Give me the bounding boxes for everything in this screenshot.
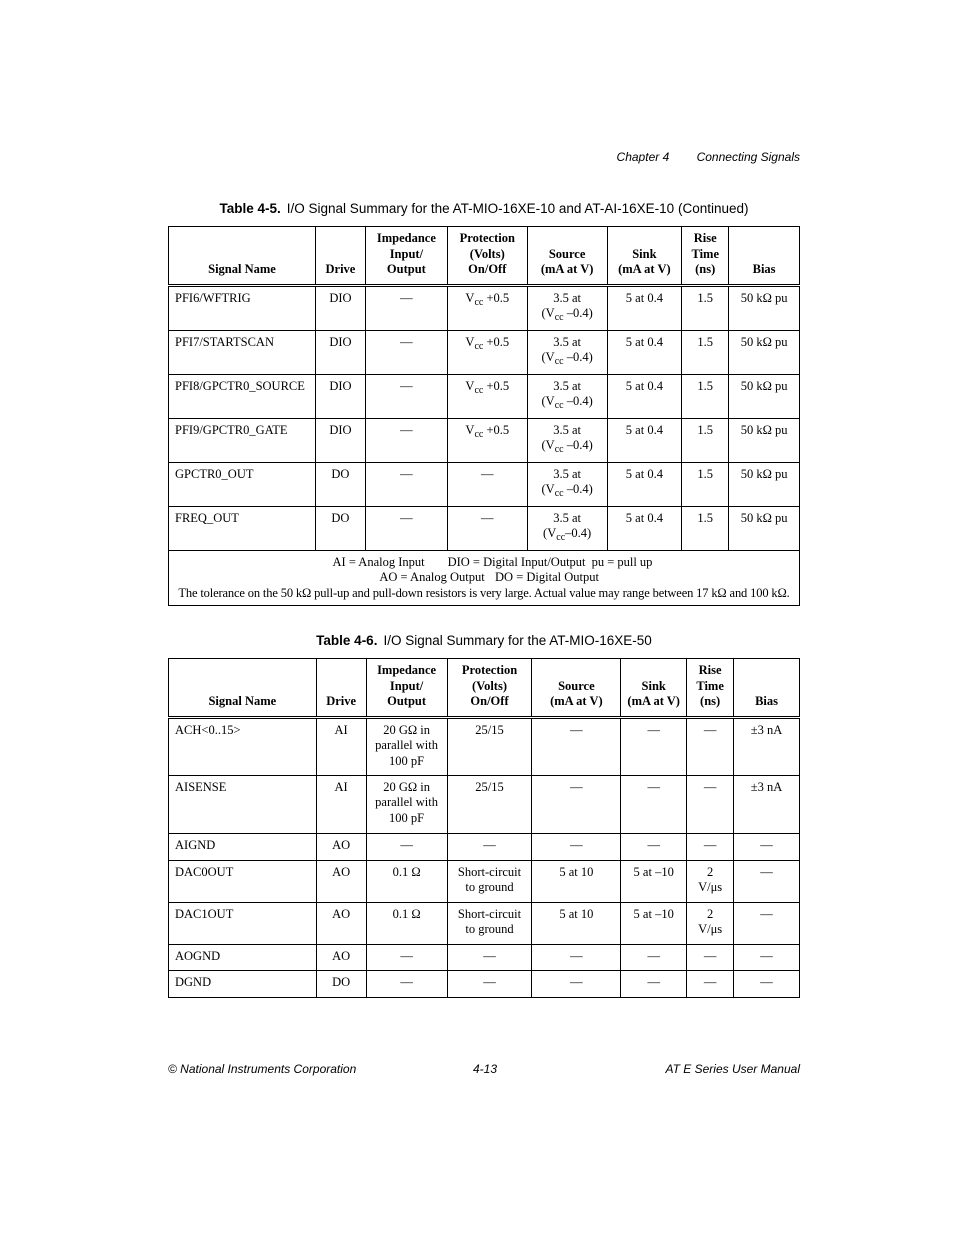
table-4-5-caption [168, 201, 800, 216]
drive: AI [316, 717, 366, 775]
drive: AO [316, 944, 366, 970]
impedance: 20 GΩ in parallel with 100 pF [366, 717, 447, 775]
signal-name: ACH<0..15> [169, 717, 317, 775]
col-rise-time: Rise Time (ns) [682, 227, 729, 286]
impedance: 0.1 Ω [366, 902, 447, 944]
col-drive: Drive [315, 227, 365, 286]
signal-name: DAC0OUT [169, 860, 317, 902]
col-signal-name: Signal Name [169, 227, 316, 286]
sink: 5 at –10 [621, 860, 687, 902]
sink: — [621, 775, 687, 833]
source: — [532, 775, 621, 833]
sink: — [621, 944, 687, 970]
signal-name: GPCTR0_OUT [169, 462, 316, 506]
drive: DIO [315, 374, 365, 418]
drive: AO [316, 902, 366, 944]
signal-name: AIGND [169, 833, 317, 860]
table-4-5 [168, 226, 800, 606]
bias: ±3 nA [734, 775, 800, 833]
col-bias: Bias [729, 227, 800, 286]
bias: 50 kΩ pu [729, 506, 800, 550]
signal-name: PFI7/STARTSCAN [169, 330, 316, 374]
table-4-5-header-row [169, 227, 800, 286]
sink: 5 at 0.4 [607, 374, 682, 418]
sink: 5 at –10 [621, 902, 687, 944]
impedance: — [366, 944, 447, 970]
signal-name: FREQ_OUT [169, 506, 316, 550]
impedance: 20 GΩ in parallel with 100 pF [366, 775, 447, 833]
source: 5 at 10 [532, 860, 621, 902]
source: — [532, 833, 621, 860]
table-row [169, 717, 800, 775]
impedance: — [365, 330, 447, 374]
table-4-5-title: I/O Signal Summary for the AT-MIO-16XE-10 and AT-AI-16XE-10 (Continued) [286, 201, 749, 216]
source: — [532, 970, 621, 997]
impedance: — [365, 374, 447, 418]
rise-time: 1.5 [682, 462, 729, 506]
table-4-6-header-row [169, 659, 800, 718]
protection: — [447, 506, 527, 550]
source: — [532, 944, 621, 970]
rise-time: 1.5 [682, 374, 729, 418]
source: 3.5 at ($V_{cc}$ –0.4) [527, 418, 607, 462]
protection: $V_{cc} +0.5$ [447, 418, 527, 462]
col-protection: Protection (Volts) On/Off [447, 659, 532, 718]
impedance: — [365, 462, 447, 506]
signal-name: DGND [169, 970, 317, 997]
table-4-6-caption [168, 633, 800, 648]
drive: DIO [315, 285, 365, 330]
signal-name: PFI9/GPCTR0_GATE [169, 418, 316, 462]
rise-time: — [687, 833, 734, 860]
table-row [169, 462, 800, 506]
drive: DIO [315, 330, 365, 374]
protection: — [447, 462, 527, 506]
source: 5 at 10 [532, 902, 621, 944]
table-row [169, 506, 800, 550]
rise-time: — [687, 717, 734, 775]
rise-time: — [687, 944, 734, 970]
bias: — [734, 944, 800, 970]
drive: AI [316, 775, 366, 833]
protection: $V_{cc} +0.5$ [447, 374, 527, 418]
rise-time: — [687, 970, 734, 997]
drive: DIO [315, 418, 365, 462]
rise-time: — [687, 775, 734, 833]
bias: ±3 nA [734, 717, 800, 775]
page-header [617, 150, 800, 164]
protection: $V_{cc} +0.5$ [447, 285, 527, 330]
chapter-label: Chapter 4 [616, 150, 670, 164]
source: — [532, 717, 621, 775]
col-rise-time: Rise Time (ns) [687, 659, 734, 718]
drive: AO [316, 860, 366, 902]
col-impedance: Impedance Input/ Output [365, 227, 447, 286]
drive: AO [316, 833, 366, 860]
bias: — [734, 970, 800, 997]
table-4-5-label: Table 4-5. [219, 201, 281, 216]
bias: 50 kΩ pu [729, 462, 800, 506]
bias: 50 kΩ pu [729, 418, 800, 462]
source: 3.5 at ($V_{cc}$ –0.4) [527, 285, 607, 330]
sink: — [621, 833, 687, 860]
col-bias: Bias [734, 659, 800, 718]
col-sink: Sink (mA at V) [607, 227, 682, 286]
table-row [169, 330, 800, 374]
page-number: 4-13 [473, 1062, 498, 1076]
impedance: — [365, 506, 447, 550]
source: 3.5 at ($V_{cc}$ –0.4) [527, 374, 607, 418]
protection: 25/15 [447, 717, 532, 775]
table-row [169, 285, 800, 330]
table-row [169, 833, 800, 860]
col-source: Source (mA at V) [532, 659, 621, 718]
col-impedance: Impedance Input/ Output [366, 659, 447, 718]
rise-time: 1.5 [682, 506, 729, 550]
table-footnote-row [169, 550, 800, 606]
protection: — [447, 970, 532, 997]
tolerance-note: The tolerance on the 50 kΩ pull-up and pull-down resistors is very large. Actual value may range between 17 kΩ and 100 kΩ. [178, 585, 790, 600]
col-signal-name: Signal Name [169, 659, 317, 718]
rise-time: 2 V/μs [687, 902, 734, 944]
table-row [169, 902, 800, 944]
table-row [169, 374, 800, 418]
protection: — [447, 833, 532, 860]
sink: 5 at 0.4 [607, 330, 682, 374]
table-row [169, 418, 800, 462]
impedance: — [365, 285, 447, 330]
impedance: 0.1 Ω [366, 860, 447, 902]
section-label: Connecting Signals [696, 150, 800, 164]
table-row [169, 944, 800, 970]
col-drive: Drive [316, 659, 366, 718]
bias: 50 kΩ pu [729, 285, 800, 330]
drive: DO [316, 970, 366, 997]
signal-name: PFI8/GPCTR0_SOURCE [169, 374, 316, 418]
rise-time: 1.5 [682, 418, 729, 462]
table-row [169, 775, 800, 833]
impedance: — [365, 418, 447, 462]
impedance: — [366, 833, 447, 860]
rise-time: 1.5 [682, 330, 729, 374]
manual-title: AT E Series User Manual [665, 1062, 800, 1076]
source: 3.5 at ($V_{cc}$ –0.4) [527, 462, 607, 506]
protection: Short-circuit to ground [447, 860, 532, 902]
table-row [169, 970, 800, 997]
bias: — [734, 833, 800, 860]
sink: — [621, 717, 687, 775]
bias: 50 kΩ pu [729, 374, 800, 418]
impedance: — [366, 970, 447, 997]
footer-copyright: © National Instruments Corporation [168, 1062, 357, 1076]
source: 3.5 at $(V_{cc}-0.4)$ [527, 506, 607, 550]
col-source: Source (mA at V) [527, 227, 607, 286]
table-row [169, 860, 800, 902]
bias: 50 kΩ pu [729, 330, 800, 374]
col-protection: Protection (Volts) On/Off [447, 227, 527, 286]
table-footnote: AI = Analog Input DIO = Digital Input/Output pu = pull up AO = Analog Output DO = Digital Output The tolerance on the 50 kΩ pull-up and pull-down resistors is very large. Actual value may range between 17 kΩ and 100 kΩ. [169, 550, 800, 606]
bias: — [734, 902, 800, 944]
protection: 25/15 [447, 775, 532, 833]
sink: 5 at 0.4 [607, 462, 682, 506]
drive: DO [315, 506, 365, 550]
table-4-6 [168, 658, 800, 998]
sink: 5 at 0.4 [607, 418, 682, 462]
col-sink: Sink (mA at V) [621, 659, 687, 718]
sink: 5 at 0.4 [607, 506, 682, 550]
bias: — [734, 860, 800, 902]
protection: Short-circuit to ground [447, 902, 532, 944]
table-4-6-title: I/O Signal Summary for the AT-MIO-16XE-50 [383, 633, 652, 648]
protection: $V_{cc} +0.5$ [447, 330, 527, 374]
sink: 5 at 0.4 [607, 285, 682, 330]
signal-name: DAC1OUT [169, 902, 317, 944]
rise-time: 2 V/μs [687, 860, 734, 902]
drive: DO [315, 462, 365, 506]
rise-time: 1.5 [682, 285, 729, 330]
signal-name: PFI6/WFTRIG [169, 285, 316, 330]
signal-name: AOGND [169, 944, 317, 970]
source: 3.5 at ($V_{cc}$ –0.4) [527, 330, 607, 374]
sink: — [621, 970, 687, 997]
signal-name: AISENSE [169, 775, 317, 833]
protection: — [447, 944, 532, 970]
table-4-6-label: Table 4-6. [316, 633, 378, 648]
